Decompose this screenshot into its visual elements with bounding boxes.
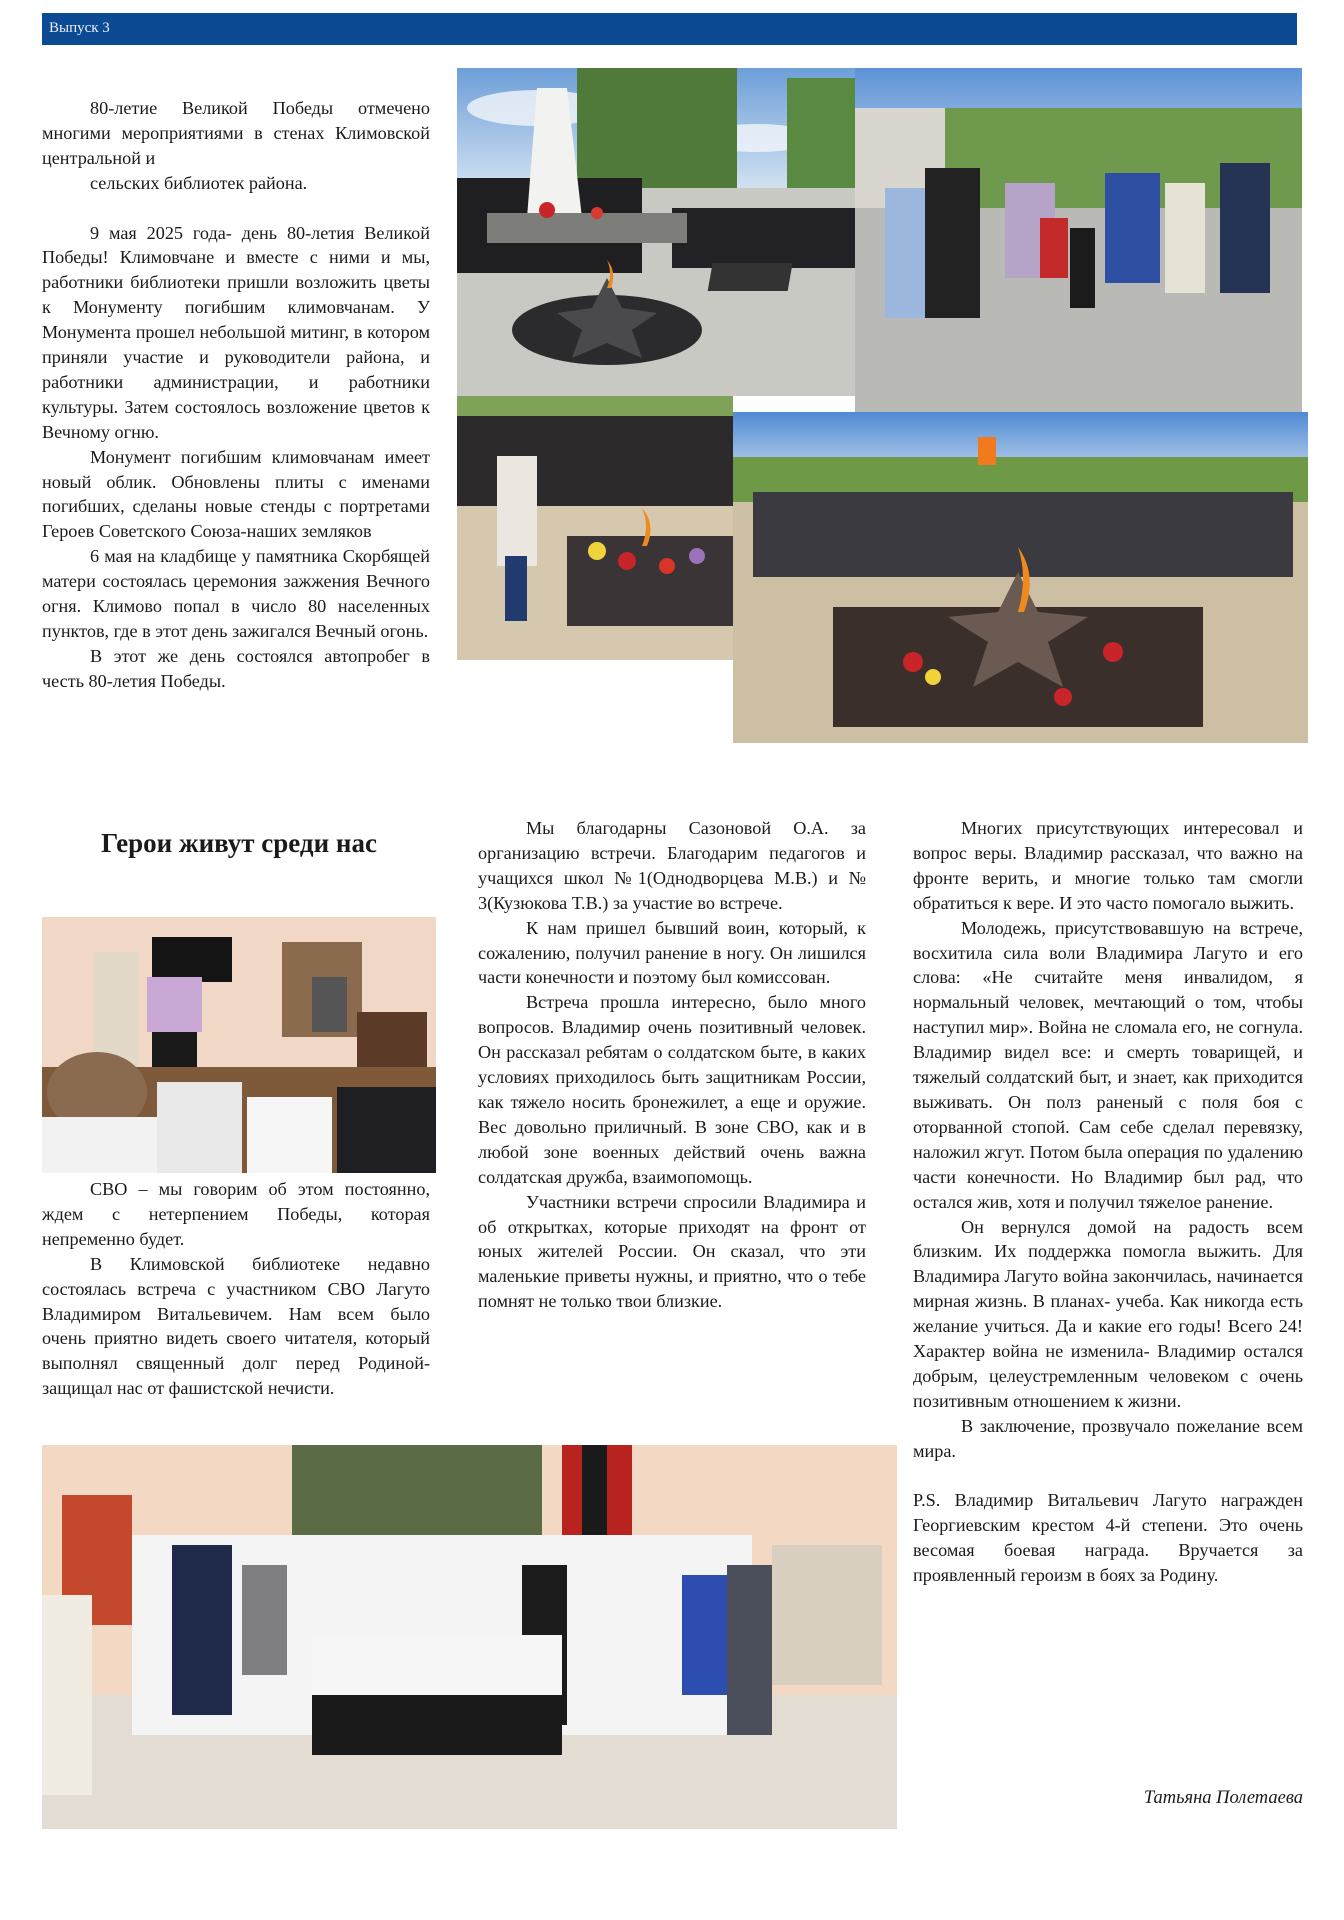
paragraph: Мы благодарны Сазоновой О.А. за организацию встречи. Благодарим педагогов и учащихся школ №1(Однодворцева М.В.) и № 3(Кузюкова Т.В.) за участие во встрече. bbox=[478, 818, 866, 913]
paragraph: Многих присутствующих интересовал и вопрос веры. Владимир рассказал, что важно на фронте верить, и многие только там смогли обратиться к вере. И это часто помогало выжить. bbox=[913, 818, 1303, 913]
issue-label: Выпуск 3 bbox=[49, 20, 110, 36]
rally-at-eternal-flame-photo bbox=[733, 412, 1308, 743]
paragraph: Встреча прошла интересно, было много вопросов. Владимир очень позитивный человек. Он рассказал ребятам о солдатском быте, в каких условиях приходилось быть защитникам России, как тяжело носить бронежилет, а еще и оружие. Вес довольно приличный. В зоне СВО, как и в любой зоне военных действий очень важна солдатская дружба, взаимопомощь. bbox=[478, 992, 866, 1187]
paragraph: Участники встречи спросили Владимира и об открытках, которые приходят на фронт от юных жителей России. Он сказал, что эти маленькие приветы нужны, и приятно, что о тебе помнят не только твои близкие. bbox=[478, 1191, 866, 1312]
article1-text bbox=[42, 96, 430, 694]
paragraph: 80-летие Великой Победы отмечено многими мероприятиями в стенах Климовской центральной и bbox=[42, 98, 430, 168]
paragraph: 9 мая 2025 года- день 80-летия Великой Победы! Климовчане и вместе с ними и мы, работники библиотеки пришли возложить цветы к Монументу погибшим климовчанам. У Монумента прошел небольшой митинг, в котором приняли участие и руководители района, и работники администрации, и работники культуры. Затем состоялось возложение цветов к Вечному огню. bbox=[42, 222, 430, 442]
article2-column-3 bbox=[913, 816, 1303, 1588]
library-meeting-photo bbox=[42, 917, 436, 1173]
postscript: P.S. Владимир Витальевич Лагуто награжден Георгиевским крестом 4-й степени. Это очень весомая боевая награда. Вручается за проявленный героизм в боях за Родину. bbox=[913, 1490, 1303, 1586]
paragraph: Молодежь, присутствовавшую на встрече, восхитила сила воли Владимира Лагуто и его слова: «Не считайте меня инвалидом, я нормальный человек, мечтающий о том, чтобы наступил мир». Война не сломала его, не согнула. Владимир видел все: и смерть товарищей, и тяжелый солдатский быт, и знает, как приходится выживать. Он полз раненый с поля боя с оторванной стопой. Сам себе сделал перевязку, наложил жгут. Потом была операция по удалению части конечности. Но Владимир был рад, что остался жив, хотя и получил тяжелое ранение. bbox=[913, 917, 1303, 1212]
paragraph: СВО – мы говорим об этом постоянно, ждем с нетерпением Победы, которая непременно будет. bbox=[42, 1179, 430, 1249]
paragraph: В этот же день состоялся автопробег в честь 80-летия Победы. bbox=[42, 645, 430, 691]
article2-column-1 bbox=[42, 1177, 430, 1401]
librarian-at-memorial-photo bbox=[457, 396, 733, 660]
paragraph: 6 мая на кладбище у памятника Скорбящей матери состоялась церемония зажжения Вечного огня. Климово попал в число 80 населенных пунктов, где в этот день зажигался Вечный огонь. bbox=[42, 546, 430, 642]
paragraph: В заключение, прозвучало пожелание всем мира. bbox=[913, 1415, 1303, 1461]
paragraph: К нам пришел бывший воин, который, к сожалению, получил ранение в ногу. Он лишился части конечности и поэтому был комиссован. bbox=[478, 917, 866, 988]
group-photo-students bbox=[42, 1445, 897, 1829]
group-with-flowers-photo bbox=[855, 68, 1302, 412]
issue-header-bar bbox=[42, 13, 1297, 45]
paragraph: Он вернулся домой на радость всем близким. Их поддержка помогла выжить. Для Владимира Лагуто война закончилась, начинается мирная жизнь. В планах- учеба. Как никогда есть желание учиться. Да и какие его годы! Всего 24! Характер война не изменила- Владимир остался добрым, целеустремленным человеком с очень позитивным отношением к жизни. bbox=[913, 1216, 1303, 1411]
paragraph: сельских библиотек района. bbox=[90, 172, 308, 193]
article-title: Герои живут среди нас bbox=[101, 828, 377, 858]
paragraph: В Климовской библиотеке недавно состоялась встреча с участником СВО Лагуто Владимиром Витальевичем. Нам всем было очень приятно видеть своего читателя, который выполнял священный долг перед Родиной- защищал нас от фашистской нечисти. bbox=[42, 1253, 430, 1399]
paragraph: Монумент погибшим климовчанам имеет новый облик. Обновлены плиты с именами погибших, сделаны новые стенды с портретами Героев Советского Союза-наших земляков bbox=[42, 446, 430, 542]
monument-eternal-flame-photo bbox=[457, 68, 855, 396]
article2-column-2 bbox=[478, 816, 866, 1314]
author-signature: Татьяна Полетаева bbox=[1143, 1788, 1303, 1808]
